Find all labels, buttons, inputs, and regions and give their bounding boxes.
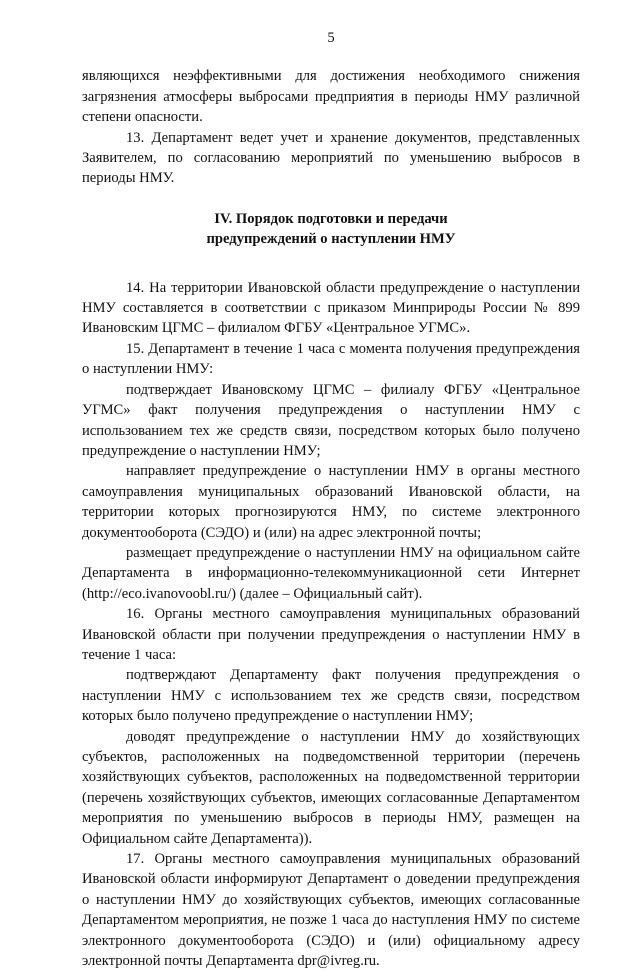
paragraph-15: 15. Департамент в течение 1 часа с момента получения предупреждения о наступлении НМУ: <box>82 340 580 378</box>
page-number: 5 <box>327 30 335 46</box>
paragraph-continuation: являющихся неэффективными для достижения необходимого снижения загрязнения атмосферы выбросами предприятия в периоды НМУ различной степени опасности. <box>82 68 580 126</box>
paragraph-16-item-confirm: подтверждают Департаменту факт получения предупреждения о наступлении НМУ с использованием тех же средств связи, посредством которых было получено предупреждение о наступлении НМУ; <box>82 667 580 725</box>
paragraph-15-item-confirm: подтверждает Ивановскому ЦГМС – филиалу ФГБУ «Центральное УГМС» факт получения предупреждения о наступлении НМУ с использованием тех же средств связи, посредством которых было получено предупреждение о наступлении НМУ; <box>82 381 580 459</box>
section-heading-line-2: предупреждений о наступлении НМУ <box>206 231 456 248</box>
paragraph-16-item-deliver: доводят предупреждение о наступлении НМУ до хозяйствующих субъектов, расположенных на подведомственной территории (перечень хозяйствующих субъектов, расположенных на подведомственной территории (перечень хозяйствующих субъектов, имеющих согласованные Департаментом мероприятия по уменьшению выбросов в периоды НМУ, размещен на Официальном сайте Департамента)). <box>82 728 580 847</box>
paragraph-17: 17. Органы местного самоуправления муниципальных образований Ивановской области информируют Департамент о доведении предупреждения о наступлении НМУ до хозяйствующих субъектов, имеющих согласованные Департаментом мероприятия, не позже 1 часа до наступления НМУ по системе электронного документооборота (СЭДО) и (или) официальному адресу электронной почты Департамента dpr@ivreg.ru. <box>82 851 580 970</box>
section-heading <box>82 209 580 250</box>
paragraph-15-item-publish: размещает предупреждение о наступлении НМУ на официальном сайте Департамента в информационно-телекоммуникационной сети Интернет (http://eco.ivanovoobl.ru/) (далее – Официальный сайт). <box>82 544 580 602</box>
paragraph-13: 13. Департамент ведет учет и хранение документов, представленных Заявителем, по согласованию мероприятий по уменьшению выбросов в периоды НМУ. <box>82 129 580 187</box>
paragraph-14: 14. На территории Ивановской области предупреждение о наступлении НМУ составляется в соответствии с приказом Минприроды России № 899 Ивановским ЦГМС – филиалом ФГБУ «Центральное УГМС». <box>82 279 580 337</box>
section-heading-line-1: IV. Порядок подготовки и передачи <box>214 210 448 227</box>
paragraph-16: 16. Органы местного самоуправления муниципальных образований Ивановской области при получении предупреждения о наступлении НМУ в течение 1 часа: <box>82 606 580 663</box>
paragraph-15-item-send: направляет предупреждение о наступлении НМУ в органы местного самоуправления муниципальных образований Ивановской области, на территории которых прогнозируются НМУ, по системе электронного документооборота (СЭДО) и (или) на адрес электронной почты; <box>82 463 580 541</box>
